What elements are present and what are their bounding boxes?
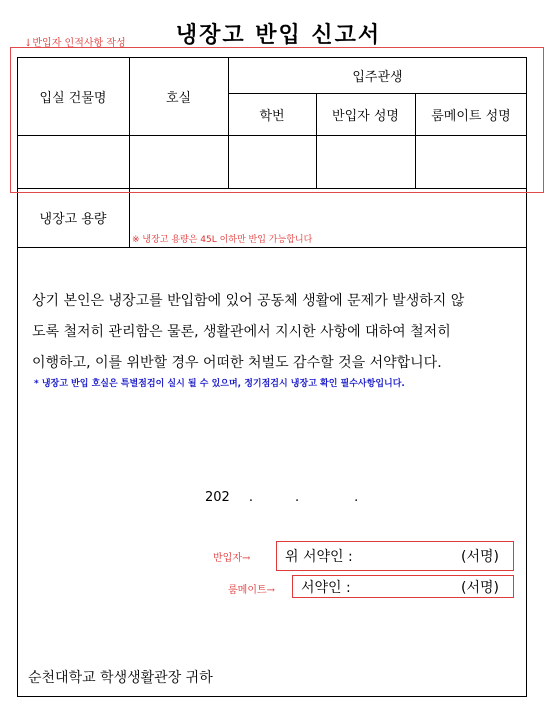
date-dot: .: [248, 490, 254, 505]
document-title: 냉장고 반입 신고서: [175, 23, 382, 48]
pledge-line-3: 이행하고, 이를 위반할 경우 어떠한 처벌도 감수할 것을 서약합니다.: [32, 355, 442, 371]
importer-name-header: 반입자 성명: [332, 108, 399, 124]
pledge-line-2: 도록 철저히 관리함은 물론, 생활관에서 지시한 사항에 대하여 철저히: [32, 324, 451, 340]
pledge-line-1: 상기 본인은 냉장고를 반입함에 있어 공동체 생활에 문제가 발생하지 않: [32, 293, 465, 309]
fridge-capacity-field[interactable]: [130, 189, 526, 229]
importer-signature-text: 위 서약인 :: [285, 549, 353, 565]
room-number-header: 호실: [165, 90, 192, 106]
date-year: 202: [205, 490, 230, 505]
importer-info-note: ↓반입자 인적사항 작성: [24, 38, 126, 49]
date-dot: .: [354, 490, 359, 505]
importer-signature-box[interactable]: [276, 541, 514, 571]
importer-arrow-label: 반입자→: [213, 553, 251, 564]
pledge-text: [32, 286, 532, 379]
importer-signature-seal: (서명): [461, 549, 499, 565]
addressee: 순천대학교 학생생활관장 귀하: [28, 670, 213, 686]
inspection-note: * 냉장고 반입 호실은 특별점검이 실시 될 수 있으며, 정기점검시 냉장고 확인 필수사항입니다.: [34, 379, 405, 389]
roommate-signature-box[interactable]: [292, 575, 514, 598]
roommate-signature-seal: (서명): [461, 579, 499, 596]
date-dot: .: [295, 490, 300, 505]
importer-info-highlight: [10, 47, 544, 193]
student-id-header: 학번: [259, 108, 285, 124]
residents-header: 입주관생: [352, 69, 403, 85]
building-name-header: 입실 건물명: [39, 90, 107, 106]
roommate-name-header: 룸메이트 성명: [431, 108, 511, 124]
roommate-signature-text: 서약인 :: [301, 579, 351, 596]
fridge-capacity-label: 냉장고 용량: [39, 212, 107, 227]
fridge-capacity-note: ※ 냉장고 용량은 45L 이하만 반입 가능합니다: [132, 235, 313, 245]
roommate-arrow-label: 룸메이트→: [228, 585, 276, 596]
date-line: [205, 490, 386, 505]
grid-line: [17, 247, 527, 248]
